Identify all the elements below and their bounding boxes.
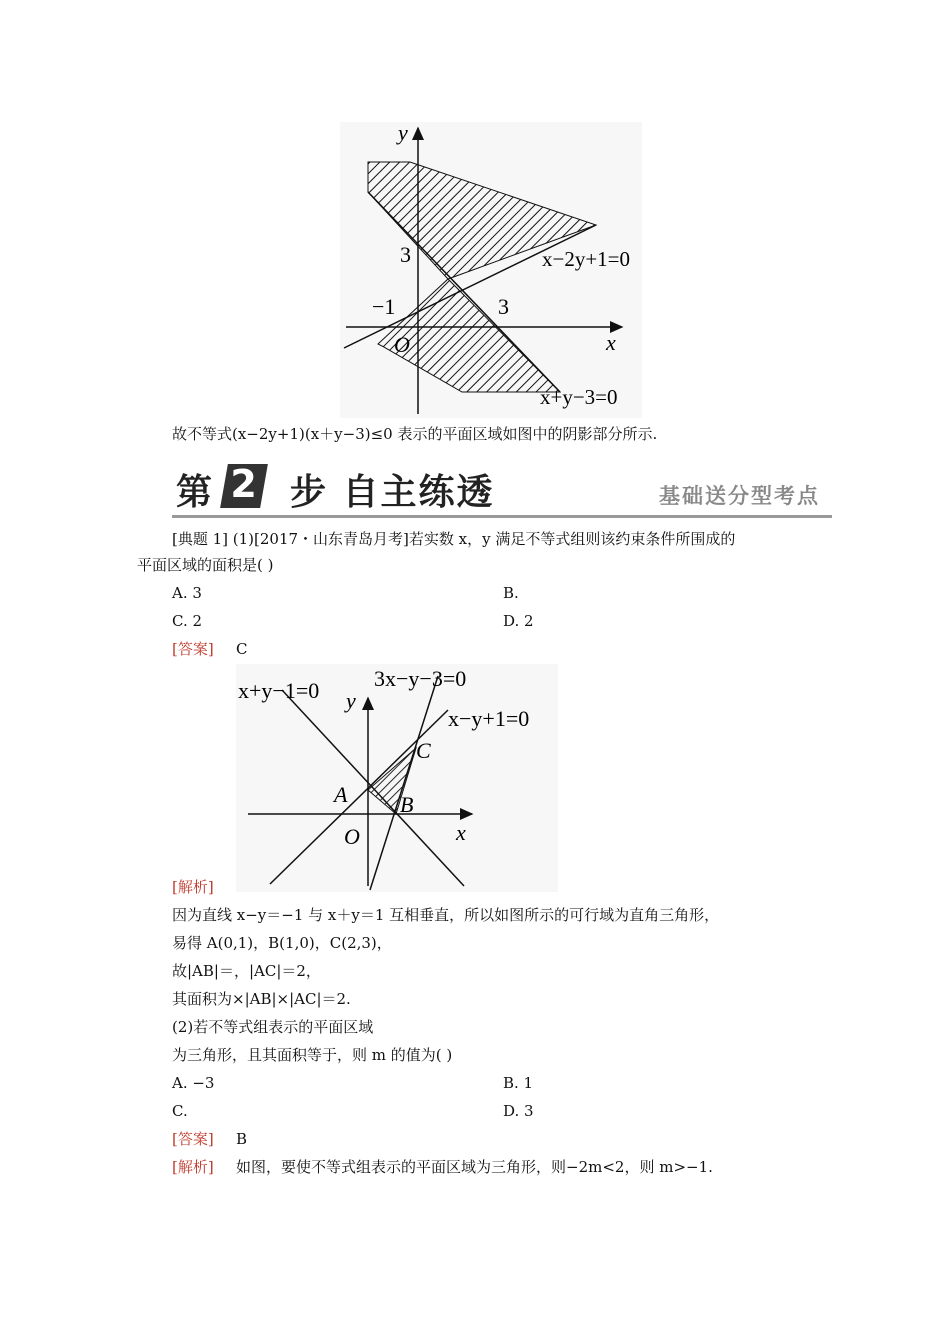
sol1-line3: 故|AB|＝，|AC|＝2，	[172, 962, 321, 980]
q1-line2: 平面区域的面积是( )	[137, 556, 274, 574]
figure-1-inequality-region	[340, 122, 642, 418]
x-axis-label: x	[456, 820, 466, 845]
line1-label: x+y−1=0	[238, 678, 320, 703]
x-intercept-3-label: 3	[498, 294, 509, 319]
point-b-label: B	[400, 792, 414, 817]
y-intercept-3-label: 3	[400, 242, 411, 267]
q2-answer-tag: [答案]	[172, 1130, 214, 1148]
q1-line1: [典题 1] (1)[2017・山东青岛月考]若实数 x，y 满足不等式组则该约束条件所围成的	[172, 530, 736, 548]
line3-label: x−y+1=0	[448, 706, 530, 731]
sol1-line1: 因为直线 x−y＝−1 与 x＋y＝1 互相垂直，所以如图所示的可行域为直角三角形，	[172, 906, 720, 924]
x-neg1-label: −1	[372, 294, 396, 319]
q2-option-a: A. −3	[172, 1074, 215, 1092]
y-axis-label: y	[346, 688, 356, 713]
q1-option-c: C. 2	[172, 612, 203, 630]
q1-option-a: A. 3	[172, 584, 202, 602]
line1-label: x−2y+1=0	[542, 247, 631, 271]
banner-rule	[172, 515, 832, 518]
banner-subtitle: 基础送分型考点	[659, 484, 820, 508]
sol1-line4: 其面积为×|AB|×|AC|＝2.	[172, 990, 351, 1008]
conclusion-text: 故不等式(x−2y+1)(x＋y−3)≤0 表示的平面区域如图中的阴影部分所示.	[172, 425, 658, 443]
point-a-label: A	[334, 782, 348, 807]
figure-2-feasible-triangle	[236, 664, 558, 892]
q2-solution: 如图，要使不等式组表示的平面区域为三角形，则−2m<2，则 m>−1.	[236, 1158, 713, 1176]
origin-label: O	[344, 824, 360, 849]
q2-solution-tag: [解析]	[172, 1158, 214, 1176]
banner-part1: 第	[176, 472, 215, 513]
q1-option-b: B.	[503, 584, 519, 602]
q2-option-d: D. 3	[503, 1102, 534, 1120]
banner-number-box	[220, 464, 268, 508]
q2-option-b: B. 1	[503, 1074, 534, 1092]
sol1-tag: [解析]	[172, 878, 214, 896]
origin-label: O	[394, 332, 410, 357]
q2-answer: B	[236, 1130, 248, 1148]
banner-title: 步 自主练透	[290, 472, 495, 513]
sol1-line2: 易得 A(0,1)，B(1,0)，C(2,3)，	[172, 934, 392, 952]
line2-label: x+y−3=0	[540, 385, 618, 409]
x-axis-label: x	[606, 330, 616, 355]
q1-answer-tag: [答案]	[172, 640, 214, 658]
point-c-label: C	[416, 738, 431, 763]
y-axis-label: y	[398, 122, 408, 145]
q2-line2: 为三角形，且其面积等于，则 m 的值为( )	[172, 1046, 453, 1064]
q2-option-c: C.	[172, 1102, 188, 1120]
q1-option-d: D. 2	[503, 612, 534, 630]
section-banner	[172, 462, 832, 518]
q2-line1: (2)若不等式组表示的平面区域	[172, 1018, 374, 1036]
q1-answer: C	[236, 640, 248, 658]
line2-label: 3x−y−3=0	[374, 666, 467, 691]
banner-number: 2	[230, 462, 257, 506]
